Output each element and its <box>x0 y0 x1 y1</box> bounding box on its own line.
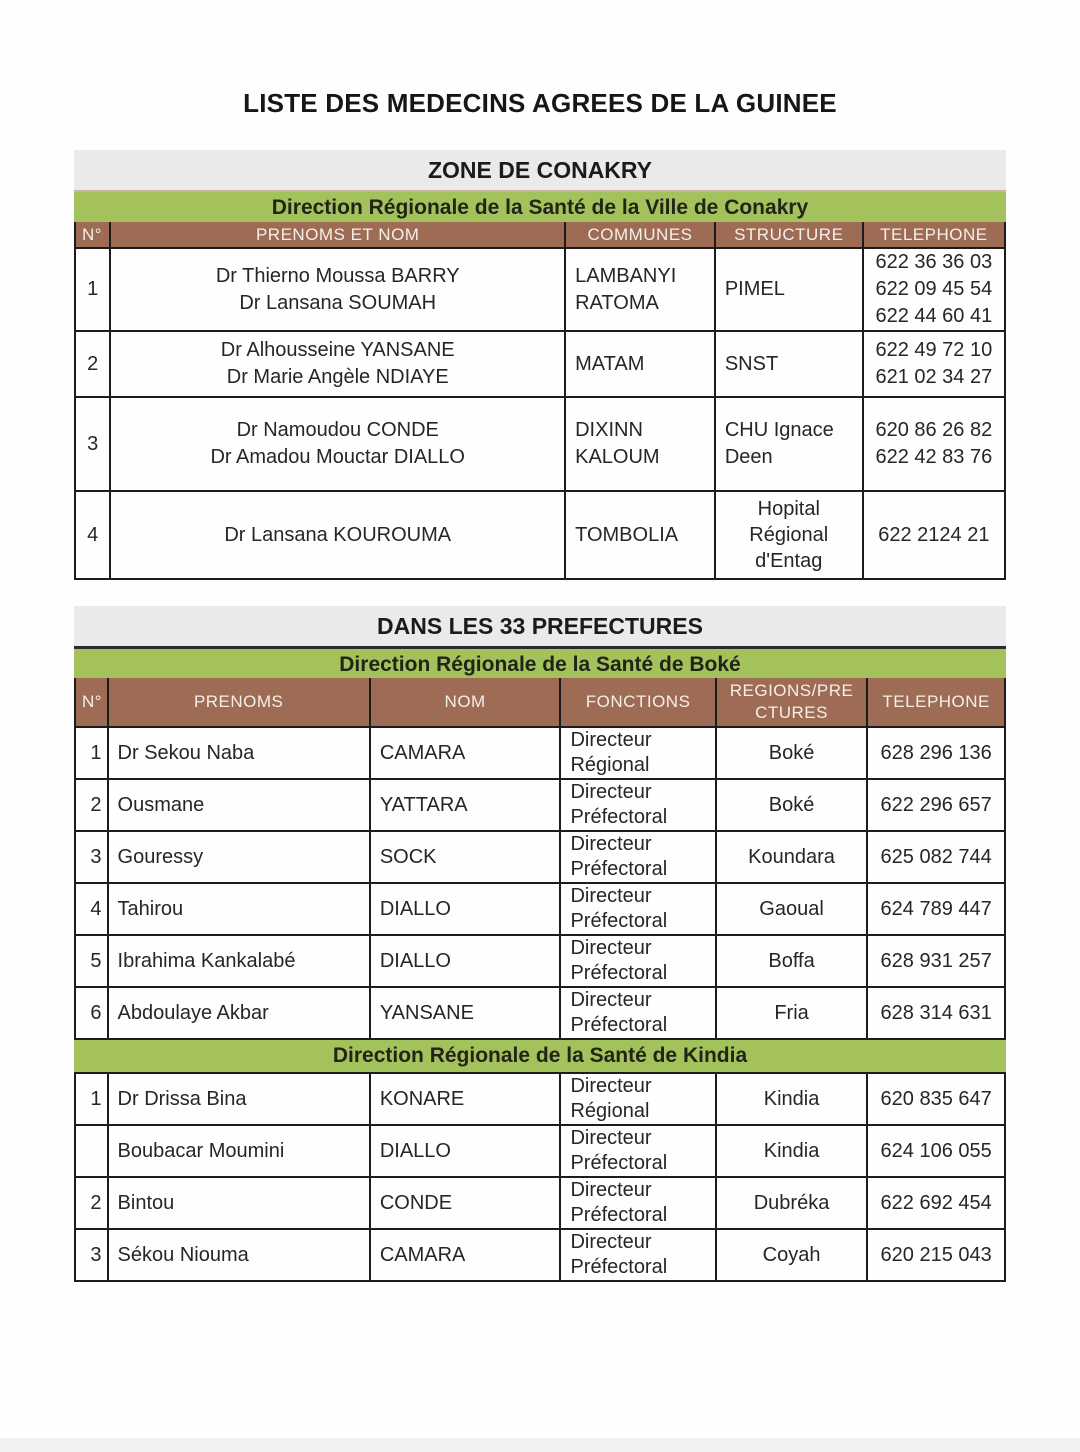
cell-phone: 625 082 744 <box>867 831 1005 883</box>
col-header-regions: REGIONS/PRE CTURES <box>716 678 868 727</box>
table-row <box>75 1177 1005 1229</box>
col-header-num: N° <box>75 222 110 248</box>
cell-region: Kindia <box>716 1073 868 1125</box>
col-header-communes: COMMUNES <box>565 222 715 248</box>
cell-fonction: Directeur Préfectoral <box>560 1177 715 1229</box>
cell-num: 1 <box>75 727 108 779</box>
cell-phones: 622 2124 21 <box>863 491 1005 579</box>
col-header-prenoms-nom: PRENOMS ET NOM <box>110 222 565 248</box>
table-row <box>75 935 1005 987</box>
cell-prenoms: Ibrahima Kankalabé <box>108 935 370 987</box>
cell-fonction: Directeur Préfectoral <box>560 987 715 1039</box>
col-header-prenoms: PRENOMS <box>108 678 370 727</box>
cell-names: Dr Lansana KOUROUMA <box>110 491 565 579</box>
cell-num: 2 <box>75 1177 108 1229</box>
table-row <box>75 397 1005 491</box>
kindia-table <box>74 1072 1006 1282</box>
cell-fonction: Directeur Préfectoral <box>560 883 715 935</box>
cell-phone: 628 931 257 <box>867 935 1005 987</box>
cell-num: 4 <box>75 883 108 935</box>
viewport-bottom-strip <box>0 1438 1080 1452</box>
cell-structure: Hopital Régional d'Entag <box>715 491 863 579</box>
table-row <box>75 883 1005 935</box>
cell-region: Koundara <box>716 831 868 883</box>
cell-phone: 628 314 631 <box>867 987 1005 1039</box>
section-prefectures <box>74 606 1006 1282</box>
table-row <box>75 1125 1005 1177</box>
cell-structure: PIMEL <box>715 248 863 331</box>
cell-phones: 622 36 36 03 622 09 45 54 622 44 60 41 <box>863 248 1005 331</box>
cell-region: Kindia <box>716 1125 868 1177</box>
boke-table <box>74 678 1006 1040</box>
table-row <box>75 1073 1005 1125</box>
cell-prenoms: Ousmane <box>108 779 370 831</box>
cell-nom: DIALLO <box>370 1125 561 1177</box>
conakry-table <box>74 222 1006 580</box>
table-row <box>75 831 1005 883</box>
zone-title-band: DANS LES 33 PREFECTURES <box>74 606 1006 646</box>
cell-commune: LAMBANYI RATOMA <box>565 248 715 331</box>
cell-commune: DIXINN KALOUM <box>565 397 715 491</box>
cell-phone: 624 106 055 <box>867 1125 1005 1177</box>
cell-nom: CAMARA <box>370 727 561 779</box>
col-header-telephone: TELEPHONE <box>863 222 1005 248</box>
col-header-fonctions: FONCTIONS <box>560 678 715 727</box>
cell-num: 3 <box>75 831 108 883</box>
cell-phone: 620 835 647 <box>867 1073 1005 1125</box>
cell-prenoms: Abdoulaye Akbar <box>108 987 370 1039</box>
conakry-header-row <box>75 222 1005 248</box>
cell-fonction: Directeur Régional <box>560 727 715 779</box>
col-header-num: N° <box>75 678 108 727</box>
cell-phones: 622 49 72 10 621 02 34 27 <box>863 331 1005 397</box>
table-row <box>75 331 1005 397</box>
cell-prenoms: Bintou <box>108 1177 370 1229</box>
col-header-structure: STRUCTURE <box>715 222 863 248</box>
cell-prenoms: Dr Sekou Naba <box>108 727 370 779</box>
cell-prenoms: Tahirou <box>108 883 370 935</box>
cell-phone: 624 789 447 <box>867 883 1005 935</box>
cell-structure: SNST <box>715 331 863 397</box>
cell-region: Dubréka <box>716 1177 868 1229</box>
cell-commune: MATAM <box>565 331 715 397</box>
cell-structure: CHU Ignace Deen <box>715 397 863 491</box>
cell-num <box>75 1125 108 1177</box>
col-header-nom: NOM <box>370 678 561 727</box>
cell-nom: YATTARA <box>370 779 561 831</box>
direction-band-boke: Direction Régionale de la Santé de Boké <box>74 646 1006 678</box>
cell-fonction: Directeur Préfectoral <box>560 831 715 883</box>
cell-num: 4 <box>75 491 110 579</box>
cell-fonction: Directeur Préfectoral <box>560 1125 715 1177</box>
section-conakry <box>74 150 1006 580</box>
cell-nom: DIALLO <box>370 935 561 987</box>
cell-prenoms: Gouressy <box>108 831 370 883</box>
prefectures-header-row <box>75 678 1005 727</box>
cell-nom: KONARE <box>370 1073 561 1125</box>
table-row <box>75 987 1005 1039</box>
cell-region: Gaoual <box>716 883 868 935</box>
cell-nom: YANSANE <box>370 987 561 1039</box>
col-header-telephone: TELEPHONE <box>867 678 1005 727</box>
cell-phone: 628 296 136 <box>867 727 1005 779</box>
table-row <box>75 248 1005 331</box>
cell-num: 1 <box>75 1073 108 1125</box>
cell-nom: SOCK <box>370 831 561 883</box>
cell-region: Boké <box>716 727 868 779</box>
cell-names: Dr Thierno Moussa BARRY Dr Lansana SOUMAH <box>110 248 565 331</box>
cell-names: Dr Namoudou CONDE Dr Amadou Mouctar DIALLO <box>110 397 565 491</box>
document-title: LISTE DES MEDECINS AGREES DE LA GUINEE <box>243 88 837 118</box>
cell-num: 3 <box>75 397 110 491</box>
cell-phone: 620 215 043 <box>867 1229 1005 1281</box>
cell-nom: DIALLO <box>370 883 561 935</box>
cell-region: Boké <box>716 779 868 831</box>
zone-title-band: ZONE DE CONAKRY <box>74 150 1006 190</box>
cell-fonction: Directeur Préfectoral <box>560 935 715 987</box>
cell-prenoms: Boubacar Moumini <box>108 1125 370 1177</box>
table-row <box>75 1229 1005 1281</box>
cell-phone: 622 296 657 <box>867 779 1005 831</box>
cell-names: Dr Alhousseine YANSANE Dr Marie Angèle NDIAYE <box>110 331 565 397</box>
direction-band-kindia: Direction Régionale de la Santé de Kindia <box>74 1040 1006 1072</box>
table-row <box>75 779 1005 831</box>
document-body <box>74 150 1006 1282</box>
direction-band-conakry: Direction Régionale de la Santé de la Ville de Conakry <box>74 190 1006 222</box>
cell-num: 2 <box>75 779 108 831</box>
cell-region: Fria <box>716 987 868 1039</box>
cell-fonction: Directeur Régional <box>560 1073 715 1125</box>
cell-commune: TOMBOLIA <box>565 491 715 579</box>
cell-region: Boffa <box>716 935 868 987</box>
cell-fonction: Directeur Préfectoral <box>560 1229 715 1281</box>
table-row <box>75 727 1005 779</box>
cell-prenoms: Sékou Niouma <box>108 1229 370 1281</box>
cell-nom: CAMARA <box>370 1229 561 1281</box>
cell-num: 5 <box>75 935 108 987</box>
cell-prenoms: Dr Drissa Bina <box>108 1073 370 1125</box>
cell-num: 1 <box>75 248 110 331</box>
cell-region: Coyah <box>716 1229 868 1281</box>
cell-nom: CONDE <box>370 1177 561 1229</box>
cell-num: 6 <box>75 987 108 1039</box>
cell-phones: 620 86 26 82 622 42 83 76 <box>863 397 1005 491</box>
table-row <box>75 491 1005 579</box>
cell-phone: 622 692 454 <box>867 1177 1005 1229</box>
cell-fonction: Directeur Préfectoral <box>560 779 715 831</box>
cell-num: 2 <box>75 331 110 397</box>
cell-num: 3 <box>75 1229 108 1281</box>
